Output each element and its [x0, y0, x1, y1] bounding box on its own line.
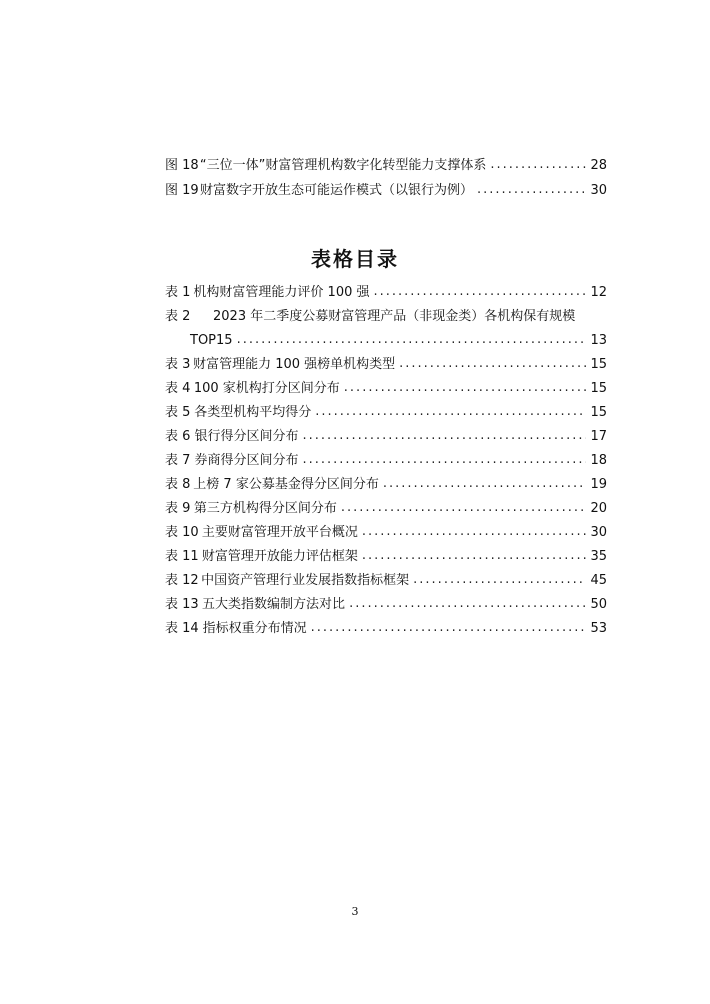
toc-entry-table-2-continued[interactable] — [190, 331, 607, 351]
toc-page: 17 — [590, 429, 607, 444]
toc-page: 12 — [590, 285, 607, 300]
leader-dots — [362, 546, 587, 566]
toc-title: 五大类指数编制方法对比 — [202, 597, 346, 612]
toc-page: 53 — [590, 621, 607, 636]
leader-dots — [477, 180, 586, 200]
toc-title: 第三方机构得分区间分布 — [193, 501, 337, 516]
toc-page: 15 — [590, 357, 607, 372]
toc-label: 表 12 — [165, 573, 199, 588]
leader-dots — [383, 474, 587, 494]
toc-title-line1: 2023 年二季度公募财富管理产品（非现金类）各机构保有规模 — [213, 309, 576, 324]
toc-title: 中国资产管理行业发展指数指标框架 — [201, 573, 410, 588]
toc-page: 30 — [590, 525, 607, 540]
toc-page: 35 — [590, 549, 607, 564]
toc-entry-table-10[interactable] — [165, 523, 607, 543]
toc-entry-table-1[interactable] — [165, 283, 607, 303]
toc-entry-table-2[interactable] — [165, 307, 607, 327]
page-number: 3 — [351, 905, 359, 918]
toc-entry-table-14[interactable] — [165, 619, 607, 639]
toc-label: 表 6 — [165, 429, 191, 444]
toc-entry-figure-18[interactable] — [165, 156, 607, 176]
leader-dots — [341, 498, 587, 518]
toc-title: 100 家机构打分区间分布 — [193, 381, 340, 396]
toc-entry-table-13[interactable] — [165, 595, 607, 615]
toc-page: 20 — [590, 501, 607, 516]
toc-label: 表 13 — [165, 597, 199, 612]
toc-title: 上榜 7 家公募基金得分区间分布 — [193, 477, 379, 492]
toc-label: 图 18 — [165, 158, 199, 173]
toc-label: 表 2 — [165, 309, 191, 324]
toc-title: 机构财富管理能力评价 100 强 — [193, 285, 370, 300]
leader-dots — [399, 354, 586, 374]
leader-dots — [302, 426, 586, 446]
toc-title: 指标权重分布情况 — [202, 621, 307, 636]
leader-dots — [315, 402, 586, 422]
toc-entry-table-8[interactable] — [165, 475, 607, 495]
toc-title: 各类型机构平均得分 — [194, 405, 312, 420]
toc-page: 50 — [590, 597, 607, 612]
toc-label: 图 19 — [165, 183, 199, 198]
toc-label: 表 14 — [165, 621, 199, 636]
toc-label: 表 11 — [165, 549, 199, 564]
toc-entry-table-4[interactable] — [165, 379, 607, 399]
toc-page: 45 — [590, 573, 607, 588]
toc-page: 28 — [590, 158, 607, 173]
toc-page: 18 — [590, 453, 607, 468]
toc-entry-figure-19[interactable] — [165, 181, 607, 201]
toc-label: 表 9 — [165, 501, 191, 516]
toc-title: 财富管理能力 100 强榜单机构类型 — [193, 357, 396, 372]
toc-entry-table-3[interactable] — [165, 355, 607, 375]
leader-dots — [311, 618, 587, 638]
leader-dots — [302, 450, 586, 470]
toc-title: 财富管理开放能力评估框架 — [201, 549, 358, 564]
toc-page: 30 — [590, 183, 607, 198]
toc-page: 13 — [590, 333, 607, 348]
toc-title: 券商得分区间分布 — [194, 453, 299, 468]
toc-label: 表 5 — [165, 405, 191, 420]
toc-entry-table-12[interactable] — [165, 571, 607, 591]
leader-dots — [490, 155, 586, 175]
toc-entry-table-11[interactable] — [165, 547, 607, 567]
toc-label: 表 10 — [165, 525, 199, 540]
toc-entry-table-7[interactable] — [165, 451, 607, 471]
tables-toc-heading: 表格目录 — [311, 247, 399, 271]
leader-dots — [344, 378, 587, 398]
leader-dots — [374, 282, 587, 302]
toc-entry-table-5[interactable] — [165, 403, 607, 423]
toc-label: 表 8 — [165, 477, 191, 492]
toc-title: 主要财富管理开放平台概况 — [201, 525, 358, 540]
toc-label: 表 7 — [165, 453, 191, 468]
toc-page: 19 — [590, 477, 607, 492]
toc-label: 表 3 — [165, 357, 191, 372]
leader-dots — [413, 570, 586, 590]
leader-dots — [362, 522, 587, 542]
toc-title: “三位一体”财富管理机构数字化转型能力支撑体系 — [199, 158, 487, 173]
toc-label: 表 4 — [165, 381, 191, 396]
toc-title-line2: TOP15 — [190, 333, 233, 348]
leader-dots — [349, 594, 586, 614]
leader-dots — [237, 330, 587, 350]
toc-entry-table-6[interactable] — [165, 427, 607, 447]
toc-title: 财富数字开放生态可能运作模式（以银行为例） — [200, 183, 474, 198]
toc-entry-table-9[interactable] — [165, 499, 607, 519]
toc-label: 表 1 — [165, 285, 191, 300]
toc-title: 银行得分区间分布 — [194, 429, 299, 444]
toc-page: 15 — [590, 381, 607, 396]
toc-page: 15 — [590, 405, 607, 420]
